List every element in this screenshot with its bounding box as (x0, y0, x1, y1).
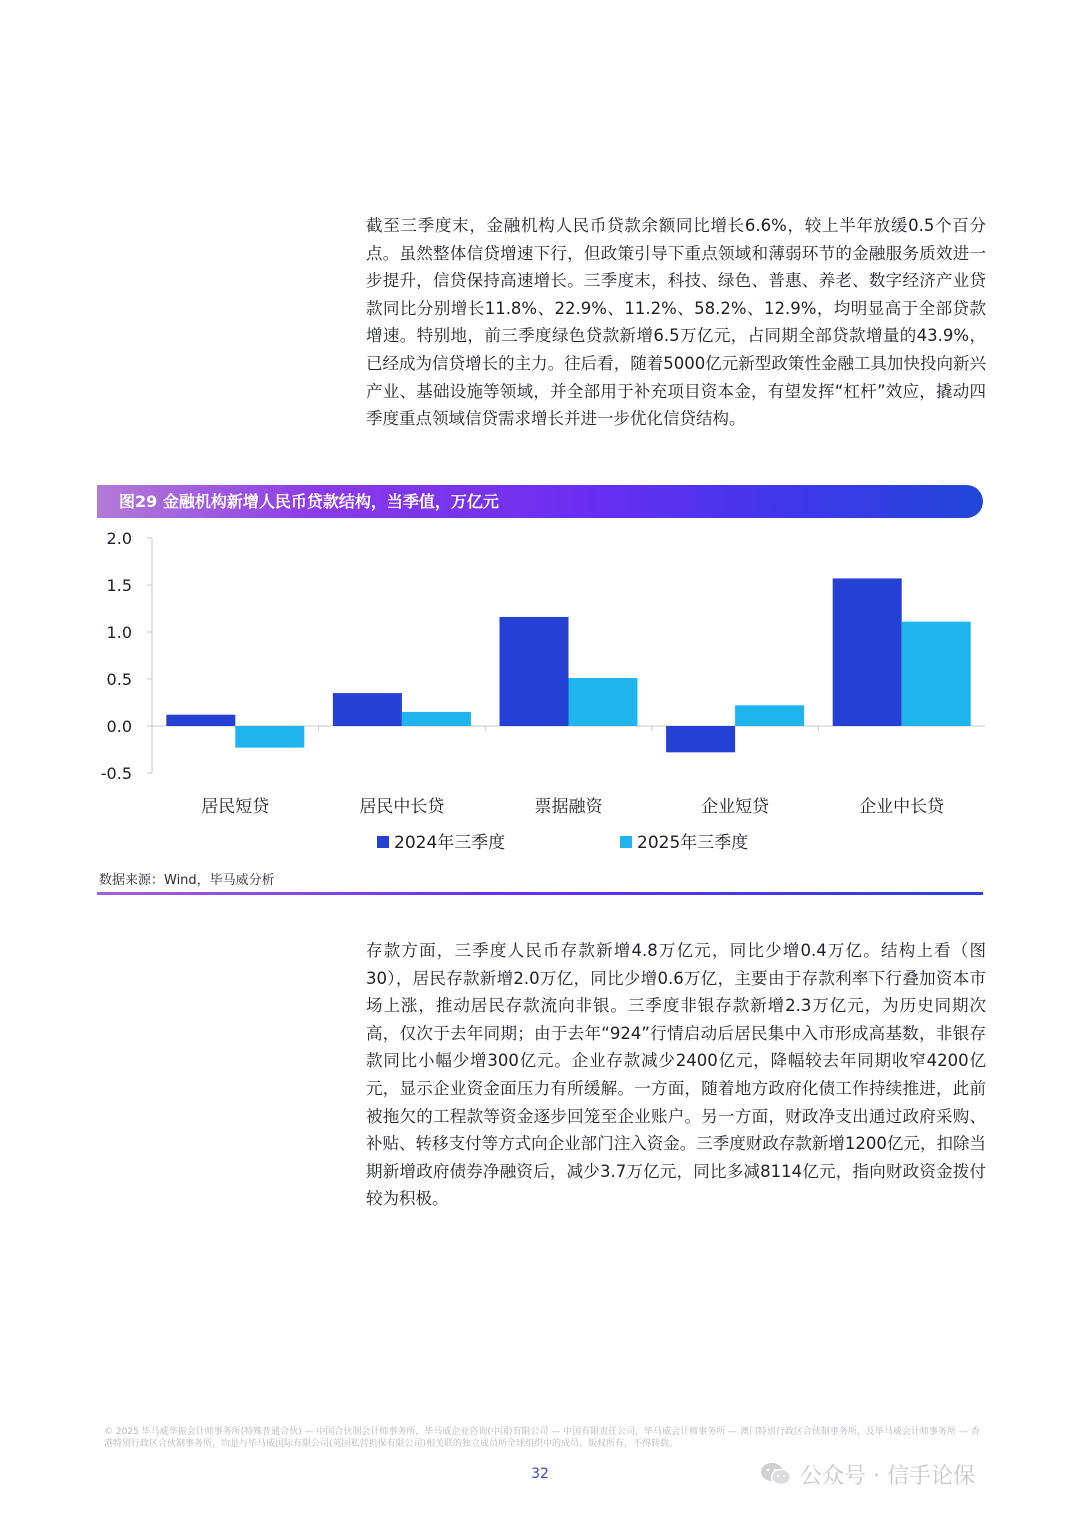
y-tick-label: 1.5 (106, 576, 132, 595)
x-category-label: 企业短贷 (701, 797, 770, 817)
figure-title-banner (97, 485, 983, 518)
figure-title: 图29 金融机构新增人民币贷款结构，当季值，万亿元 (119, 492, 499, 511)
bar-2025q3 (735, 705, 804, 726)
bar-2025q3 (569, 678, 638, 726)
watermark-text: 公众号 · 信手论保 (800, 1463, 975, 1489)
copyright-notice: © 2025 毕马威华振会计师事务所(特殊普通合伙) — 中国合伙制会计师事务所，毕马威企业咨询(中国)有限公司 — 中国有限责任公司，毕马威会计师事务所 — 澳门特别行政区合伙制事务所，及毕马威会计师事务所 — 香港特别行政区合伙制事务所，均是与毕马威国际有限公司(英国私营担保有限公司)相关联的独立成员所全球组织中的成员。版权所有，不得转载。 (104, 1427, 980, 1449)
legend-label: 2025年三季度 (637, 833, 749, 853)
figure-divider (97, 892, 983, 895)
legend-label: 2024年三季度 (394, 833, 506, 853)
y-tick-label: -0.5 (100, 764, 132, 783)
bar-2024q3 (500, 617, 569, 726)
y-tick-label: 0.5 (106, 670, 132, 689)
body-paragraph-deposits: 存款方面，三季度人民币存款新增4.8万亿元，同比少增0.4万亿。结构上看（图30），居民存款新增2.0万亿，同比少增0.6万亿，主要由于存款利率下行叠加资本市场上涨，推动居民存款流向非银。三季度非银存款新增2.3万亿元，为历史同期次高，仅次于去年同期；由于去年“924”行情启动后居民集中入市形成高基数，非银存款同比小幅少增300亿元。企业存款减少2400亿元，降幅较去年同期收窄4200亿元，显示企业资金面压力有所缓解。一方面，随着地方政府化债工作持续推进，此前被拖欠的工程款等资金逐步回笼至企业账户。另一方面，财政净支出通过政府采购、补贴、转移支付等方式向企业部门注入资金。三季度财政存款新增1200亿元，扣除当期新增政府债券净融资后，减少3.7万亿元，同比多减8114亿元，指向财政资金拨付较为积极。 (366, 941, 986, 1209)
bar-2024q3 (166, 715, 235, 726)
y-tick-label: 0.0 (106, 717, 132, 736)
bar-2025q3 (902, 622, 971, 726)
legend-swatch (377, 836, 389, 848)
y-tick-label: 1.0 (106, 623, 132, 642)
body-paragraph-loans: 截至三季度末，金融机构人民币贷款余额同比增长6.6%，较上半年放缓0.5个百分点。虽然整体信贷增速下行，但政策引导下重点领域和薄弱环节的金融服务质效进一步提升，信贷保持高速增长。三季度末，科技、绿色、普惠、养老、数字经济产业贷款同比分别增长11.8%、22.9%、11.2%、58.2%、12.9%，均明显高于全部贷款增速。特别地，前三季度绿色贷款新增6.5万亿元，占同期全部贷款增量的43.9%，已经成为信贷增长的主力。往后看，随着5000亿元新型政策性金融工具加快投向新兴产业、基础设施等领域，并全部用于补充项目资本金，有望发挥“杠杆”效应，撬动四季度重点领域信贷需求增长并进一步优化信贷结构。 (366, 216, 986, 429)
y-tick-label: 2.0 (106, 529, 132, 548)
bar-2024q3 (666, 726, 735, 752)
bar-2024q3 (833, 578, 902, 726)
bar-2025q3 (402, 712, 471, 726)
figure-source: 数据来源：Wind，毕马威分析 (99, 873, 275, 888)
legend-swatch (620, 836, 632, 848)
bar-2025q3 (235, 726, 304, 748)
x-category-label: 居民中长贷 (359, 797, 445, 817)
x-category-label: 居民短贷 (201, 797, 270, 817)
bar-2024q3 (333, 693, 402, 726)
x-category-label: 企业中长贷 (859, 797, 945, 817)
page-number: 32 (531, 1466, 549, 1482)
wechat-icon (760, 1460, 792, 1488)
bar-chart (97, 525, 987, 870)
wechat-watermark (760, 1457, 975, 1491)
x-category-label: 票据融资 (534, 797, 603, 817)
